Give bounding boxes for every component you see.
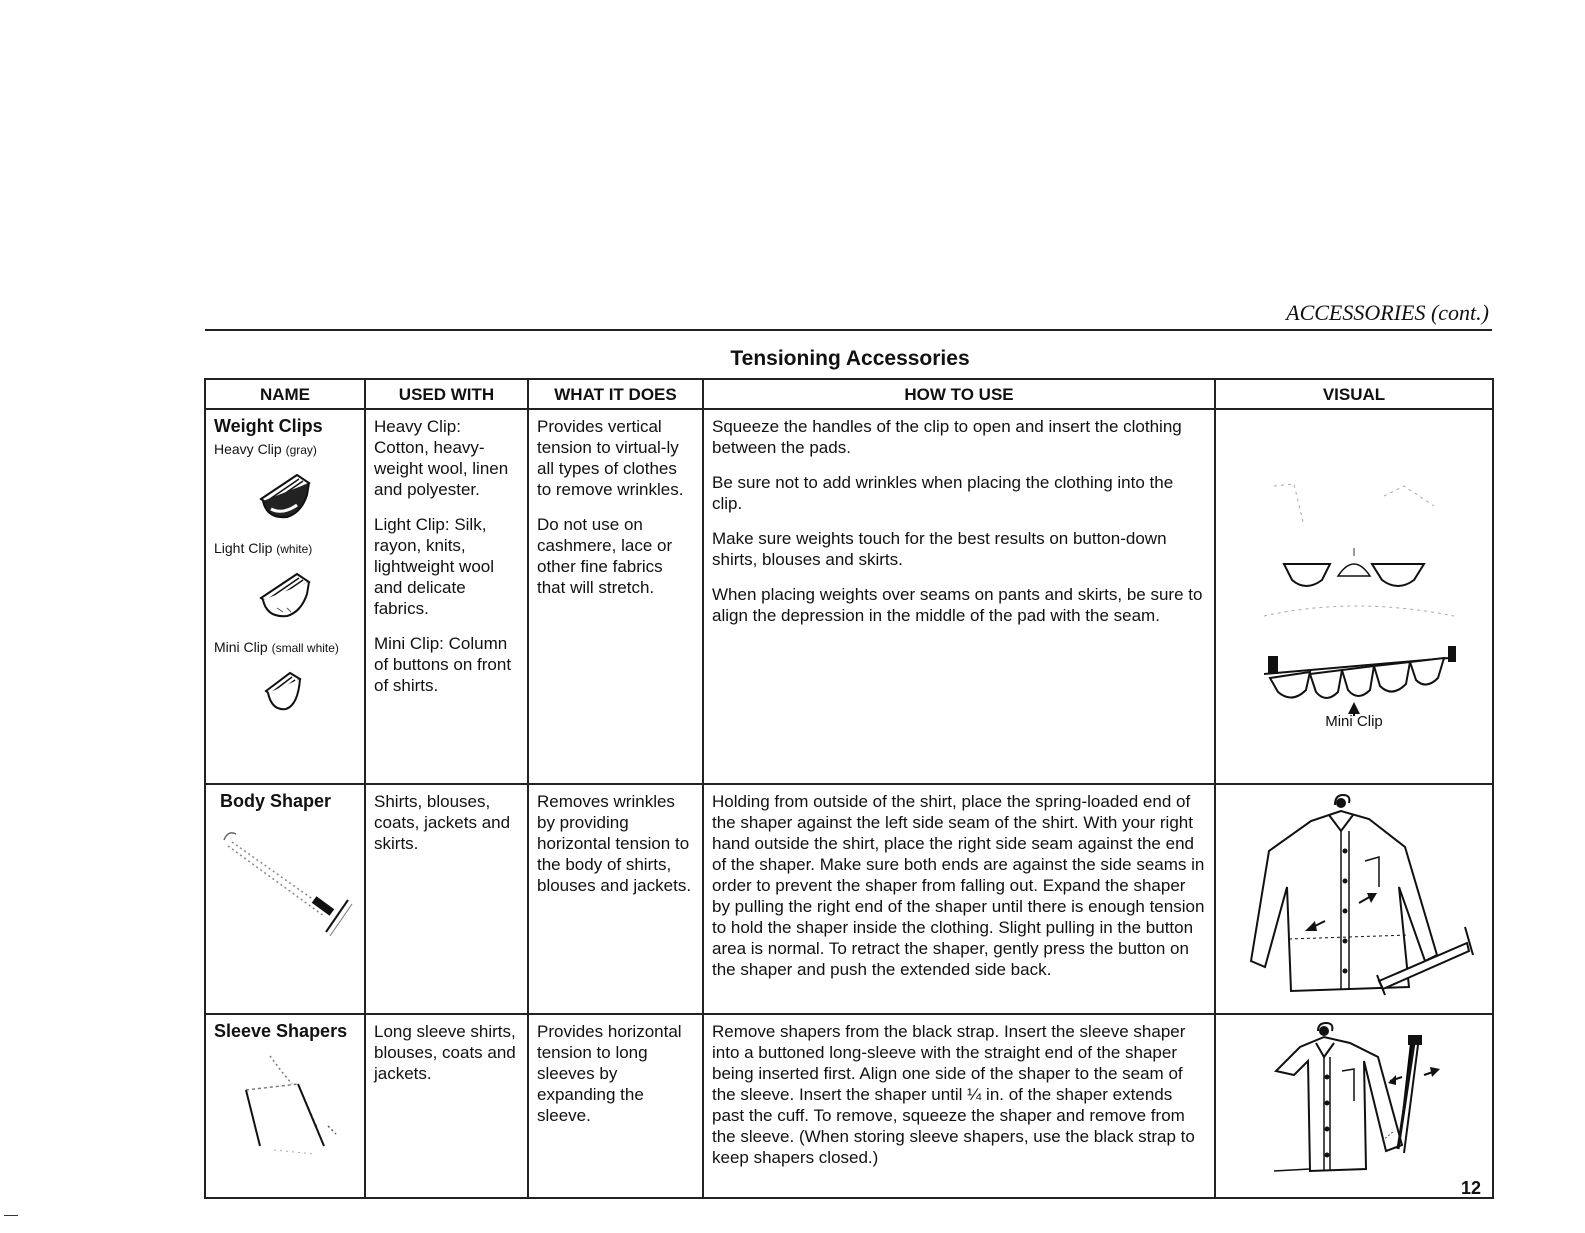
body-shaper-illustration bbox=[1224, 791, 1484, 1006]
corner-mark bbox=[4, 1215, 18, 1216]
visual-cell bbox=[1215, 784, 1493, 1014]
table-row-body-shaper bbox=[205, 784, 1493, 1014]
name-cell bbox=[205, 1014, 365, 1198]
weight-clips-illustration bbox=[1224, 446, 1484, 732]
section-title: ACCESSORIES (cont.) bbox=[1286, 300, 1489, 325]
heavy-clip-icon bbox=[214, 469, 356, 528]
used-with-cell: Shirts, blouses, coats, jackets and skirts. bbox=[365, 784, 528, 1014]
how-to-use-cell: Remove shapers from the black strap. Insert the sleeve shaper into a buttoned long-sleeve with the straight end of the shaper being inserted first. Align one side of the shaper to the seam of the sleeve. Insert the shaper until ¼ in. of the shaper extends past the cuff. To remove, squeeze the shaper and remove from the sleeve. (When storing sleeve shapers, use the black strap to keep shapers closed.) bbox=[703, 1014, 1215, 1198]
column-header-what-it-does: WHAT IT DOES bbox=[528, 379, 703, 409]
column-header-how-to-use: HOW TO USE bbox=[703, 379, 1215, 409]
what-it-does-warning: Do not use on cashmere, lace or other fine fabrics that will stretch. bbox=[537, 515, 673, 597]
table-row-sleeve-shapers bbox=[205, 1014, 1493, 1198]
variant-label-mini: Mini Clip (small white) bbox=[214, 639, 339, 655]
variant-label-heavy: Heavy Clip (gray) bbox=[214, 441, 317, 457]
variant-label-light: Light Clip (white) bbox=[214, 540, 313, 556]
how-to-use-cell: Holding from outside of the shirt, place the spring-loaded end of the shaper against the left side seam of the shirt. With your right hand outside the shirt, place the right side seam against the end of the shaper. Make sure both ends are against the side seams in order to prevent the shaper from falling out. Expand the shaper by pulling the right end of the shaper until there is enough tension to hold the shaper inside the clothing. Slight pulling in the button area is normal. To retract the shaper, gently press the button on the shaper and push the extended side back. bbox=[703, 784, 1215, 1014]
column-header-visual: VISUAL bbox=[1215, 379, 1493, 409]
row-name: Body Shaper bbox=[220, 791, 332, 811]
mini-clip-icon bbox=[214, 667, 356, 722]
header-rule bbox=[205, 329, 1492, 331]
how-to-use-cell bbox=[703, 409, 1215, 784]
light-clip-icon bbox=[214, 568, 356, 627]
table-row-weight-clips bbox=[205, 409, 1493, 784]
used-with-mini: Mini Clip: Column of buttons on front of shirts. bbox=[374, 634, 512, 695]
how-to-use-step: Be sure not to add wrinkles when placing the clothing into the clip. bbox=[712, 473, 1174, 513]
table-header-row bbox=[205, 379, 1493, 409]
used-with-heavy: Heavy Clip: Cotton, heavy-weight wool, linen and polyester. bbox=[374, 417, 509, 499]
sleeve-shapers-illustration bbox=[1224, 1021, 1484, 1186]
body-shaper-icon bbox=[214, 820, 356, 945]
how-to-use-step: Make sure weights touch for the best results on button-down shirts, blouses and skirts. bbox=[712, 529, 1167, 569]
row-name: Sleeve Shapers bbox=[214, 1021, 348, 1041]
what-it-does-cell: Removes wrinkles by providing horizontal tension to the body of shirts, blouses and jackets. bbox=[528, 784, 703, 1014]
used-with-cell: Long sleeve shirts, blouses, coats and jackets. bbox=[365, 1014, 528, 1198]
row-name: Weight Clips bbox=[214, 416, 323, 436]
table-title: Tensioning Accessories bbox=[730, 347, 970, 370]
name-cell bbox=[205, 409, 365, 784]
sleeve-shaper-icon bbox=[214, 1050, 356, 1165]
what-it-does-cell: Provides horizontal tension to long sleeves by expanding the sleeve. bbox=[528, 1014, 703, 1198]
visual-cell bbox=[1215, 409, 1493, 784]
page-number: 12 bbox=[1460, 1178, 1481, 1198]
visual-caption: Mini Clip bbox=[1325, 713, 1383, 730]
accessories-table bbox=[204, 378, 1494, 1199]
what-it-does-cell bbox=[528, 409, 703, 784]
how-to-use-step: Squeeze the handles of the clip to open and insert the clothing between the pads. bbox=[712, 417, 1182, 457]
visual-cell bbox=[1215, 1014, 1493, 1198]
name-cell bbox=[205, 784, 365, 1014]
how-to-use-step: When placing weights over seams on pants and skirts, be sure to align the depression in the middle of the pad with the seam. bbox=[712, 585, 1203, 625]
column-header-name: NAME bbox=[205, 379, 365, 409]
used-with-light: Light Clip: Silk, rayon, knits, lightweight wool and delicate fabrics. bbox=[374, 515, 495, 618]
used-with-cell bbox=[365, 409, 528, 784]
what-it-does-text: Provides vertical tension to virtual-ly all types of clothes to remove wrinkles. bbox=[537, 417, 684, 499]
column-header-used-with: USED WITH bbox=[365, 379, 528, 409]
